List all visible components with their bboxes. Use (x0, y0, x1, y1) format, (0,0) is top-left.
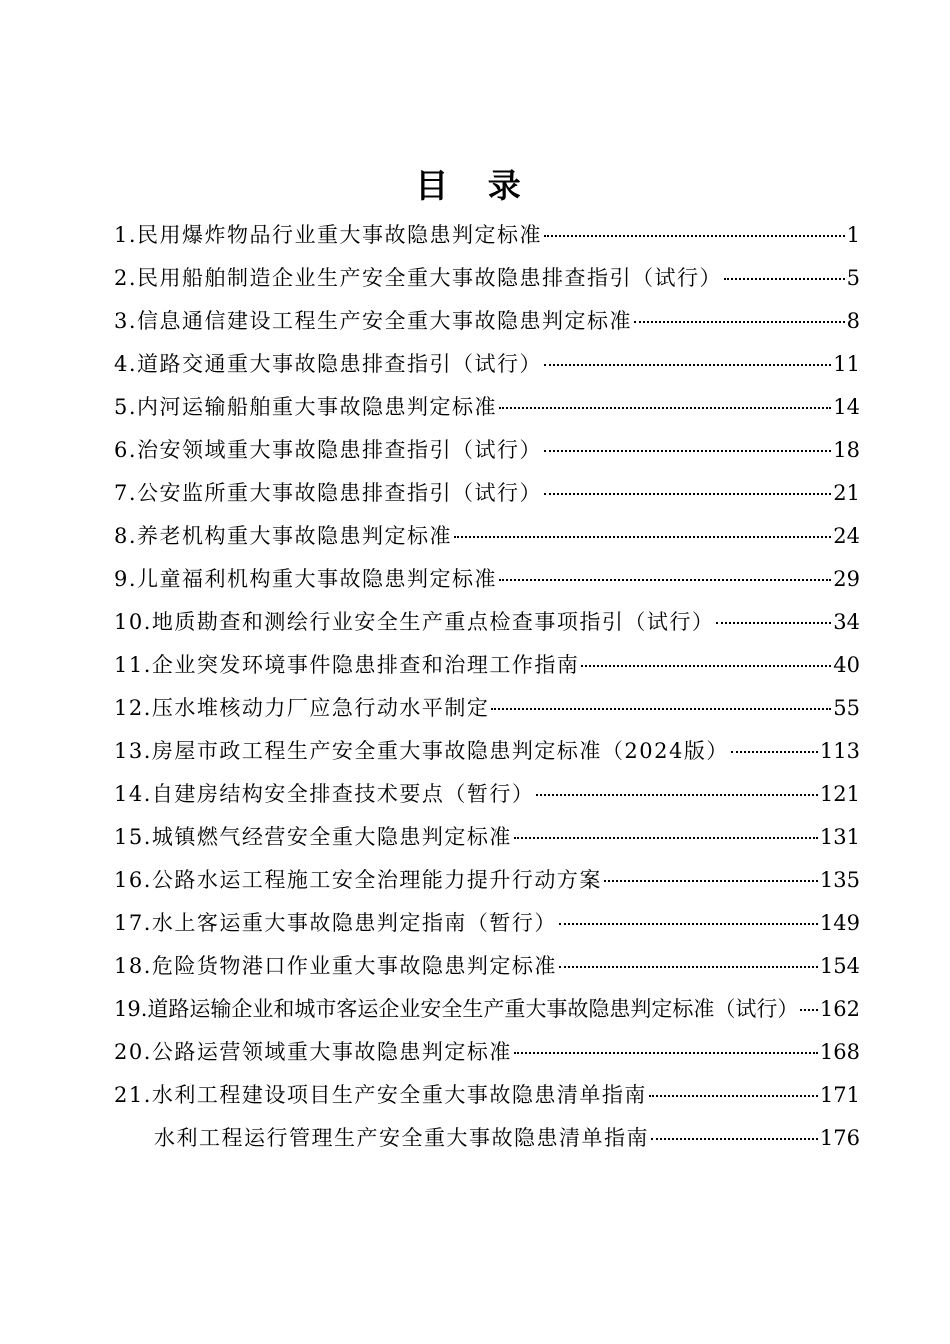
toc-entry-page: 149 (819, 911, 860, 935)
toc-entry-label: 5.内河运输船舶重大事故隐患判定标准 (114, 395, 498, 419)
toc-entry-page: 121 (819, 782, 860, 806)
toc-entry[interactable] (114, 515, 860, 558)
toc-entry[interactable] (114, 1117, 860, 1160)
toc-entry[interactable] (114, 214, 860, 257)
toc-entry-label: 13.房屋市政工程生产安全重大事故隐患判定标准（2024版） (114, 739, 729, 763)
toc-list (114, 214, 860, 1160)
toc-entry[interactable] (114, 730, 860, 773)
toc-entry-page: 29 (833, 567, 860, 591)
dot-leader (536, 794, 818, 796)
toc-entry-page: 34 (833, 610, 860, 634)
toc-entry-label: 15.城镇燃气经营安全重大隐患判定标准 (114, 825, 512, 849)
toc-entry[interactable] (114, 687, 860, 730)
dot-leader (499, 407, 831, 409)
dot-leader (544, 493, 831, 495)
toc-entry-label: 4.道路交通重大事故隐患排查指引（试行） (114, 352, 543, 376)
toc-entry-page: 40 (833, 653, 860, 677)
toc-entry-label: 10.地质勘查和测绘行业安全生产重点检查事项指引（试行） (114, 610, 715, 634)
toc-entry[interactable] (114, 1074, 860, 1117)
toc-entry-label: 19.道路运输企业和城市客运企业安全生产重大事故隐患判定标准（试行） (114, 997, 799, 1021)
toc-entry-page: 135 (819, 868, 860, 892)
toc-entry-page: 154 (819, 954, 860, 978)
toc-entry-page: 8 (846, 309, 860, 333)
toc-entry-page: 131 (819, 825, 860, 849)
toc-entry-label: 8.养老机构重大事故隐患判定标准 (114, 524, 453, 548)
toc-entry-page: 55 (833, 696, 860, 720)
dot-leader (514, 837, 818, 839)
dot-leader (731, 751, 818, 753)
toc-title: 目 录 (415, 166, 535, 205)
dot-leader (491, 708, 831, 710)
toc-entry[interactable] (114, 472, 860, 515)
toc-entry[interactable] (114, 1031, 860, 1074)
dot-leader (604, 880, 818, 882)
toc-entry-label: 7.公安监所重大事故隐患排查指引（试行） (114, 481, 543, 505)
toc-entry-page: 1 (846, 223, 860, 247)
toc-entry[interactable] (114, 644, 860, 687)
dot-leader (651, 1138, 818, 1140)
dot-leader (544, 450, 831, 452)
dot-leader (800, 1009, 818, 1011)
toc-entry-label: 水利工程运行管理生产安全重大事故隐患清单指南 (154, 1126, 649, 1150)
toc-entry-label: 3.信息通信建设工程生产安全重大事故隐患判定标准 (114, 309, 633, 333)
dot-leader (559, 966, 818, 968)
dot-leader (716, 622, 831, 624)
toc-entry[interactable] (114, 386, 860, 429)
dot-leader (544, 364, 831, 366)
toc-entry-label: 17.水上客运重大事故隐患判定指南（暂行） (114, 911, 557, 935)
dot-leader (581, 665, 831, 667)
toc-entry[interactable] (114, 558, 860, 601)
toc-entry[interactable] (114, 816, 860, 859)
toc-entry[interactable] (114, 902, 860, 945)
dot-leader (454, 536, 831, 538)
toc-entry-label: 18.危险货物港口作业重大事故隐患判定标准 (114, 954, 557, 978)
toc-entry-label: 6.治安领域重大事故隐患排查指引（试行） (114, 438, 543, 462)
toc-entry-page: 113 (819, 739, 860, 763)
toc-entry-page: 11 (833, 352, 860, 376)
toc-entry[interactable] (114, 343, 860, 386)
toc-entry-page: 176 (819, 1126, 860, 1150)
toc-entry-label: 2.民用船舶制造企业生产安全重大事故隐患排查指引（试行） (114, 266, 723, 290)
toc-entry[interactable] (114, 945, 860, 988)
toc-entry-label: 21.水利工程建设项目生产安全重大事故隐患清单指南 (114, 1083, 647, 1107)
toc-entry-page: 18 (833, 438, 860, 462)
toc-entry-label: 16.公路水运工程施工安全治理能力提升行动方案 (114, 868, 602, 892)
toc-entry-label: 12.压水堆核动力厂应急行动水平制定 (114, 696, 490, 720)
toc-entry[interactable] (114, 988, 860, 1031)
toc-entry-label: 1.民用爆炸物品行业重大事故隐患判定标准 (114, 223, 543, 247)
toc-entry-page: 168 (819, 1040, 860, 1064)
dot-leader (544, 235, 845, 237)
toc-entry-page: 162 (819, 997, 860, 1021)
dot-leader (724, 278, 845, 280)
toc-entry-label: 14.自建房结构安全排查技术要点（暂行） (114, 782, 535, 806)
toc-entry[interactable] (114, 429, 860, 472)
dot-leader (514, 1052, 818, 1054)
dot-leader (559, 923, 818, 925)
toc-entry[interactable] (114, 601, 860, 644)
toc-entry[interactable] (114, 300, 860, 343)
dot-leader (634, 321, 845, 323)
toc-entry[interactable] (114, 773, 860, 816)
toc-entry-label: 9.儿童福利机构重大事故隐患判定标准 (114, 567, 498, 591)
toc-entry-page: 14 (833, 395, 860, 419)
toc-entry[interactable] (114, 859, 860, 902)
toc-entry-label: 20.公路运营领域重大事故隐患判定标准 (114, 1040, 512, 1064)
toc-entry-page: 21 (833, 481, 860, 505)
dot-leader (499, 579, 831, 581)
toc-entry-page: 24 (833, 524, 860, 548)
toc-entry[interactable] (114, 257, 860, 300)
dot-leader (649, 1095, 818, 1097)
toc-entry-label: 11.企业突发环境事件隐患排查和治理工作指南 (114, 653, 580, 677)
toc-entry-page: 171 (819, 1083, 860, 1107)
toc-entry-page: 5 (846, 266, 860, 290)
